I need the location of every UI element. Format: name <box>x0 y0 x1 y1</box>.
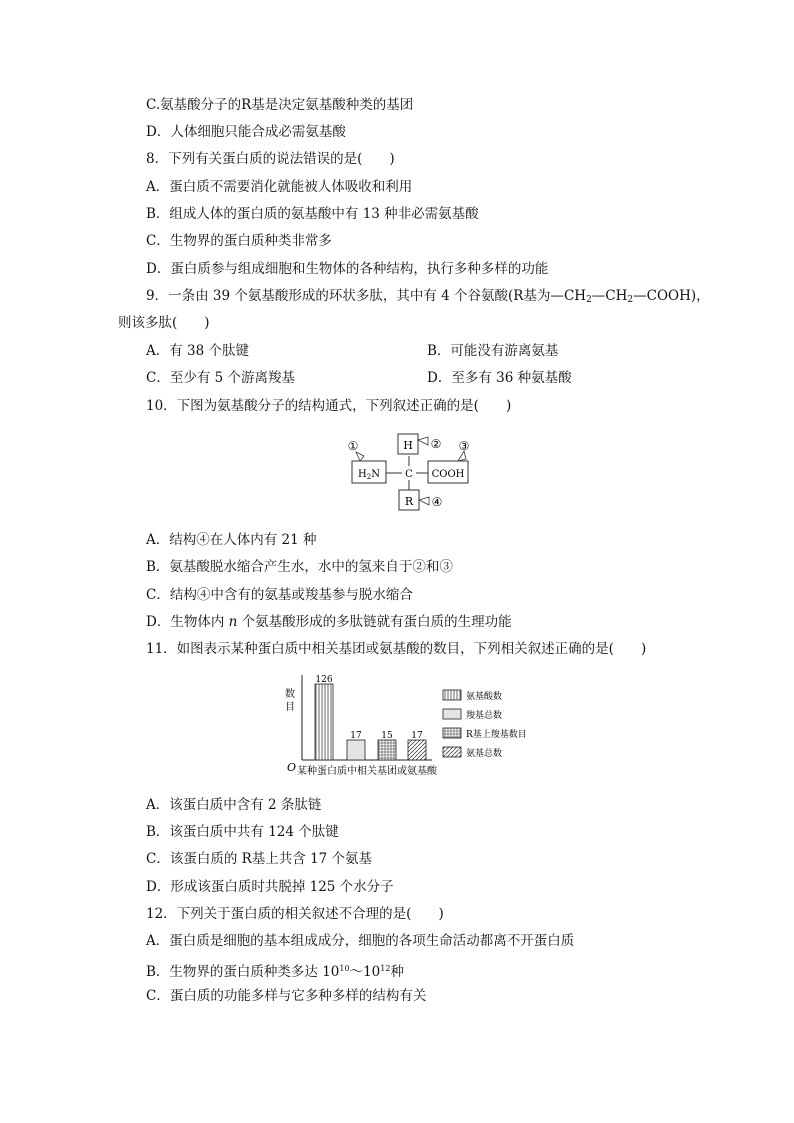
option-10c: C．结构④中含有的氨基或羧基参与脱水缩合 <box>146 587 413 603</box>
option-11b: B．该蛋白质中共有 124 个肽键 <box>146 824 339 840</box>
option-8d: D．蛋白质参与组成细胞和生物体的各种结构，执行多种多样的功能 <box>146 261 549 277</box>
option-9d: D．至多有 36 种氨基酸 <box>427 370 572 386</box>
option-10d: D．生物体内 n 个氨基酸形成的多肽链就有蛋白质的生理功能 <box>146 614 512 630</box>
legend-swatch-0 <box>443 690 461 700</box>
marker-4: ④ <box>431 495 443 509</box>
legend-swatch-2 <box>443 728 461 738</box>
legend-label-2: R基上羧基数目 <box>466 730 527 740</box>
text-line: C.氨基酸分子的R基是决定氨基酸种类的基团 <box>146 97 414 113</box>
y-axis-label-char1: 数 <box>285 689 295 700</box>
text-line: D．人体细胞只能合成必需氨基酸 <box>146 124 346 140</box>
option-10b: B．氨基酸脱水缩合产生水，水中的氢来自于②和③ <box>146 559 453 575</box>
x-axis-label: 某种蛋白质中相关基团或氨基酸 <box>297 766 437 777</box>
question-11: 11．如图表示某种蛋白质中相关基团或氨基酸的数目，下列相关叙述正确的是( ) <box>146 641 647 657</box>
option-10a: A．结构④在人体内有 21 种 <box>146 532 317 548</box>
bar-chart <box>282 670 544 782</box>
c-label: C <box>405 469 413 480</box>
legend-label-0: 氨基酸数 <box>466 692 503 702</box>
question-12: 12．下列关于蛋白质的相关叙述不合理的是( ) <box>146 906 444 922</box>
bar-1 <box>347 740 365 760</box>
option-9c: C．至少有 5 个游离羧基 <box>146 370 296 386</box>
bar-value-label-3: 17 <box>411 731 423 741</box>
bar-value-label-2: 15 <box>381 731 393 741</box>
option-9b: B．可能没有游离氨基 <box>427 343 559 359</box>
h-label: H <box>403 439 413 452</box>
bar-2 <box>378 740 396 760</box>
carboxyl-group-label: COOH <box>431 469 465 480</box>
y-axis-label-char2: 目 <box>285 702 295 713</box>
bar-3 <box>408 740 426 760</box>
legend-swatch-3 <box>443 747 461 757</box>
question-9-line2: 则该多肽( ) <box>118 315 210 331</box>
option-11d: D．形成该蛋白质时共脱掉 125 个水分子 <box>146 879 394 895</box>
question-9: 9．一条由 39 个氨基酸形成的环状多肽，其中有 4 个谷氨酸(R基为$—CH_2—CH_2—COOH$)， <box>146 288 710 305</box>
option-12a: A．蛋白质是细胞的基本组成成分，细胞的各项生命活动都离不开蛋白质 <box>146 933 575 949</box>
option-12b: B．生物界的蛋白质种类多达 $10^{10}\sim 10^{12}$种 <box>146 964 404 980</box>
bar-value-label-0: 126 <box>315 675 333 685</box>
option-11c: C．该蛋白质的 R基上共含 17 个氨基 <box>146 851 373 867</box>
marker-3: ③ <box>458 439 470 453</box>
question-8: 8．下列有关蛋白质的说法错误的是( ) <box>146 151 395 167</box>
legend-swatch-1 <box>443 709 461 719</box>
legend-label-3: 氨基总数 <box>466 749 503 759</box>
legend-label-1: 羧基总数 <box>466 711 503 721</box>
amino-group-label: $H_2N$ <box>358 469 380 481</box>
option-12c: C．蛋白质的功能多样与它多种多样的结构有关 <box>146 988 427 1004</box>
bar-value-label-1: 17 <box>350 731 362 741</box>
option-8c: C．生物界的蛋白质种类非常多 <box>146 233 332 249</box>
bar-0 <box>315 684 333 760</box>
origin-label: O <box>287 761 297 774</box>
marker-1: ① <box>347 439 359 453</box>
option-8b: B．组成人体的蛋白质的氨基酸中有 13 种非必需氨基酸 <box>146 206 479 222</box>
option-11a: A．该蛋白质中含有 2 条肽链 <box>146 797 322 813</box>
question-10: 10．下图为氨基酸分子的结构通式，下列叙述正确的是( ) <box>146 398 512 414</box>
option-8a: A．蛋白质不需要消化就能被人体吸收和利用 <box>146 179 413 195</box>
amino-acid-structure-diagram <box>340 428 490 520</box>
r-group-label: R <box>404 495 414 508</box>
option-9a: A．有 38 个肽键 <box>146 343 250 359</box>
marker-2: ② <box>430 437 442 451</box>
